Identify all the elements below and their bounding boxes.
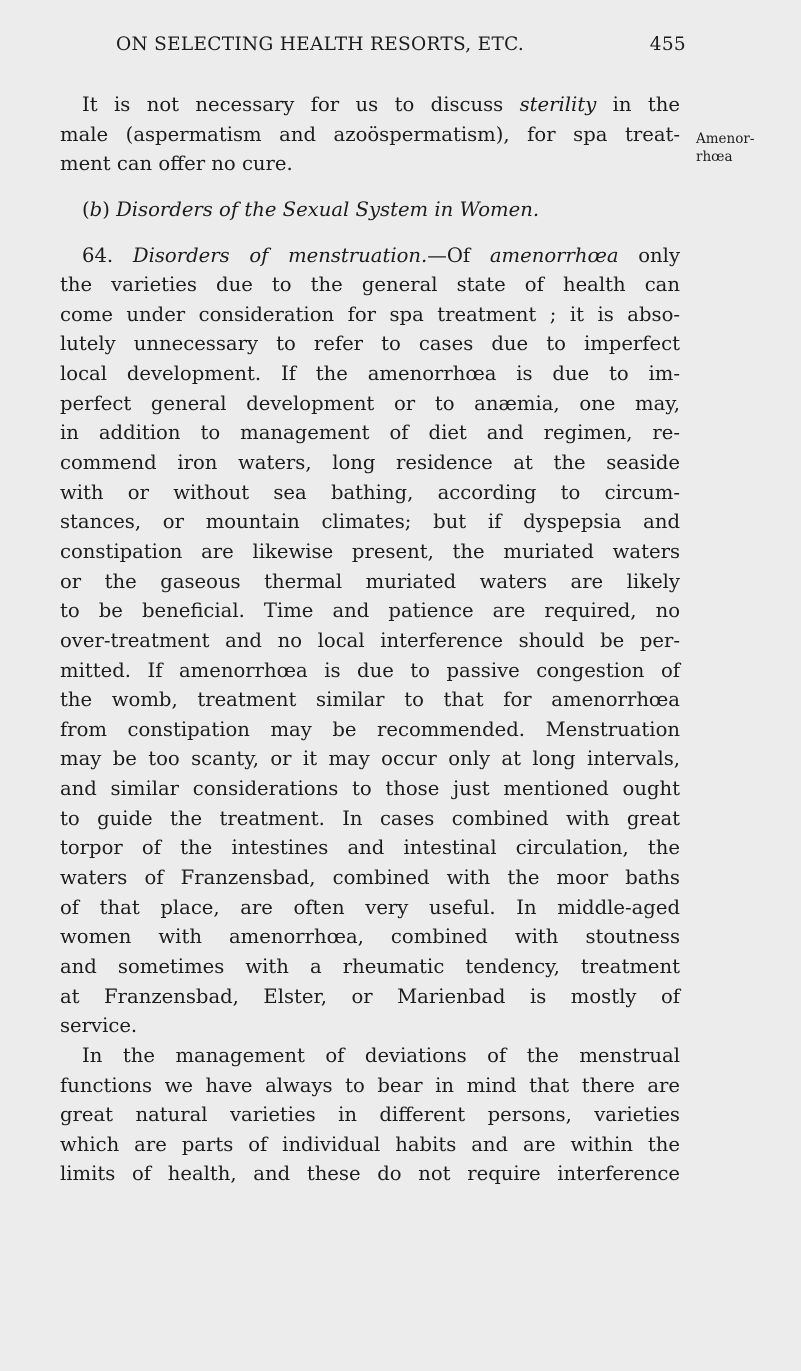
text-run: )	[102, 197, 117, 221]
text-run: over-treatment and no local interference should be per-	[60, 628, 680, 652]
text-line	[60, 1130, 680, 1160]
text-run: in the	[596, 93, 681, 116]
text-line	[60, 1041, 680, 1071]
text-run: of that place, are often very useful. In middle-aged	[60, 895, 680, 919]
paragraph-deviations	[60, 1041, 680, 1189]
text-run: mitted. If amenorrhœa is due to passive congestion of	[60, 658, 680, 682]
text-line	[60, 149, 680, 179]
running-head-title: ON SELECTING HEALTH RESORTS, ETC.	[116, 34, 525, 55]
text-run: functions we have always to bear in mind that there are	[60, 1073, 680, 1097]
text-line	[60, 715, 680, 745]
text-line	[60, 389, 680, 419]
text-line	[60, 922, 680, 952]
text-line	[60, 90, 680, 120]
text-line	[60, 418, 680, 448]
body-text	[60, 90, 680, 1189]
text-run: to guide the treatment. In cases combined with great	[60, 806, 680, 830]
paragraph-menstruation	[60, 241, 680, 1041]
italic-text-run: Disorders of menstruation.	[132, 243, 428, 267]
text-line	[60, 952, 680, 982]
margin-note-line: rhœa	[696, 149, 733, 165]
text-line	[60, 270, 680, 300]
text-run: and similar considerations to those just mentioned ought	[60, 777, 680, 801]
text-line	[60, 863, 680, 893]
text-run: come under consideration for spa treatment ; it is abso-	[60, 302, 680, 326]
text-line	[60, 626, 680, 656]
text-run: male (aspermatism and azoöspermatism), for spa treat-	[60, 122, 680, 146]
text-line	[60, 685, 680, 715]
text-run: In the management of deviations of the menstrual	[82, 1043, 680, 1067]
text-run: from constipation may be recommended. Menstruation	[60, 717, 680, 741]
text-run: great natural varieties in different persons, varieties	[60, 1103, 680, 1127]
text-line	[60, 596, 680, 626]
section-heading	[60, 195, 680, 225]
text-run: limits of health, and these do not require interference	[60, 1162, 680, 1186]
text-run: at Franzensbad, Elster, or Marienbad is mostly of	[60, 984, 680, 1008]
text-line	[60, 774, 680, 804]
text-run: women with amenorrhœa, combined with stoutness	[60, 925, 680, 949]
italic-text-run: amenorrhœa	[489, 243, 619, 267]
text-line	[60, 478, 680, 508]
italic-text-run: Disorders of the Sexual System in Women.	[116, 197, 540, 221]
text-line	[60, 893, 680, 923]
text-run: to be beneficial. Time and patience are required, no	[60, 599, 680, 623]
page-number: 455	[649, 34, 686, 55]
text-line	[60, 195, 680, 225]
text-run: It is not necessary for us to discuss	[82, 93, 520, 116]
text-line	[60, 1159, 680, 1189]
text-line	[60, 656, 680, 686]
text-run: only	[618, 243, 681, 267]
margin-note	[696, 130, 754, 166]
text-run: 64.	[82, 243, 133, 267]
spacer	[60, 225, 680, 241]
text-line	[60, 359, 680, 389]
text-run: the womb, treatment similar to that for amenorrhœa	[60, 688, 680, 712]
text-run: may be too scanty, or it may occur only at long intervals,	[60, 747, 680, 771]
text-run: commend iron waters, long residence at the seaside	[60, 451, 680, 475]
text-run: perfect general development or to anæmia, one may,	[60, 391, 680, 415]
text-run: and sometimes with a rheumatic tendency, treatment	[60, 954, 680, 978]
text-run: torpor of the intestines and intestinal circulation, the	[60, 836, 680, 860]
paragraph-sterility	[60, 90, 680, 179]
spacer	[60, 179, 680, 195]
text-run: service.	[60, 1014, 138, 1038]
text-run: the varieties due to the general state of health can	[60, 273, 680, 297]
text-run: local development. If the amenorrhœa is due to im-	[60, 362, 680, 386]
text-line	[60, 1011, 680, 1041]
text-line	[60, 982, 680, 1012]
text-line	[60, 567, 680, 597]
text-run: with or without sea bathing, according to circum-	[60, 480, 680, 504]
text-line	[60, 448, 680, 478]
text-line	[60, 1100, 680, 1130]
text-line	[60, 120, 680, 150]
text-line	[60, 744, 680, 774]
italic-text-run: b	[89, 197, 103, 221]
margin-note-line: Amenor-	[696, 131, 755, 147]
text-line	[60, 1071, 680, 1101]
text-run: which are parts of individual habits and are within the	[60, 1132, 680, 1156]
text-line	[60, 507, 680, 537]
text-line	[60, 804, 680, 834]
text-run: lutely unnecessary to refer to cases due to imperfect	[60, 332, 680, 356]
text-run: stances, or mountain climates; but if dyspepsia and	[60, 510, 680, 534]
text-run: (	[82, 197, 90, 221]
italic-text-run: sterility	[519, 93, 597, 116]
text-line	[60, 537, 680, 567]
text-run: constipation are likewise present, the muriated waters	[60, 539, 680, 563]
text-run: ment can offer no cure.	[60, 152, 293, 176]
text-run: in addition to management of diet and regimen, re-	[60, 421, 680, 445]
text-run: —Of	[427, 243, 490, 267]
text-line	[60, 300, 680, 330]
text-run: waters of Franzensbad, combined with the moor baths	[60, 866, 680, 890]
text-run: or the gaseous thermal muriated waters are likely	[60, 569, 680, 593]
text-line	[60, 241, 680, 271]
text-line	[60, 329, 680, 359]
text-line	[60, 833, 680, 863]
